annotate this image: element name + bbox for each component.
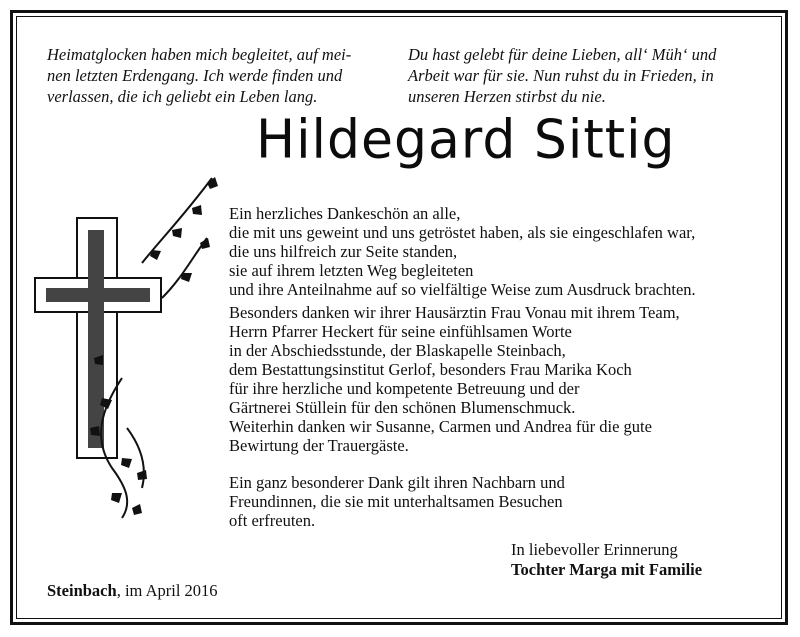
place-name: Steinbach xyxy=(47,581,117,600)
date-text: , im April 2016 xyxy=(116,581,218,600)
closing-block xyxy=(511,540,702,580)
thank-you-text xyxy=(229,204,769,534)
thank-you-paragraph: Besonders danken wir ihrer Hausärztin Frau Vonau mit ihrem Team, Herrn Pfarrer Heckert für seine einfühlsamen Worte in der Abschiedsstunde, der Blaskapelle Steinbach, dem Bestattungsinstitut Gerlof, besonders Frau Marika Koch für ihre herzliche und kompetente Betreuung und der Gärtnerei Stüllein für den schönen Blumenschmuck. Weiterhin danken wir Susanne, Carmen und Andrea für die gute Bewirtung der Trauergäste. xyxy=(229,303,680,455)
thank-you-paragraph: Ein ganz besonderer Dank gilt ihren Nachbarn und Freundinnen, die sie mit unterhaltsamen Besuchen oft erfreuten. xyxy=(229,473,565,530)
cross-with-ivy-icon xyxy=(32,168,232,528)
deceased-name: Hildegard Sittig xyxy=(256,109,676,171)
family-signature: Tochter Marga mit Familie xyxy=(511,560,703,579)
closing-line: In liebevoller Erinnerung xyxy=(511,540,678,559)
thank-you-paragraph: Ein herzliches Dankeschön an alle, die mit uns geweint und uns getröstet haben, als sie eingeschlafen war, die uns hilfreich zur Seite standen, sie auf ihrem letzten Weg begleiteten und ihre Anteilnahme auf so vielfältige Weise zum Ausdruck brachten. xyxy=(229,204,696,299)
verse-right: Du hast gelebt für deine Lieben, all‘ Müh‘ und Arbeit war für sie. Nun ruhst du in Frieden, in unseren Herzen stirbst du nie. xyxy=(408,45,717,106)
place-date xyxy=(47,581,218,601)
verse-left: Heimatglocken haben mich begleitet, auf mei- nen letzten Erdengang. Ich werde finden und verlassen, die ich geliebt ein Leben lang. xyxy=(47,45,352,106)
